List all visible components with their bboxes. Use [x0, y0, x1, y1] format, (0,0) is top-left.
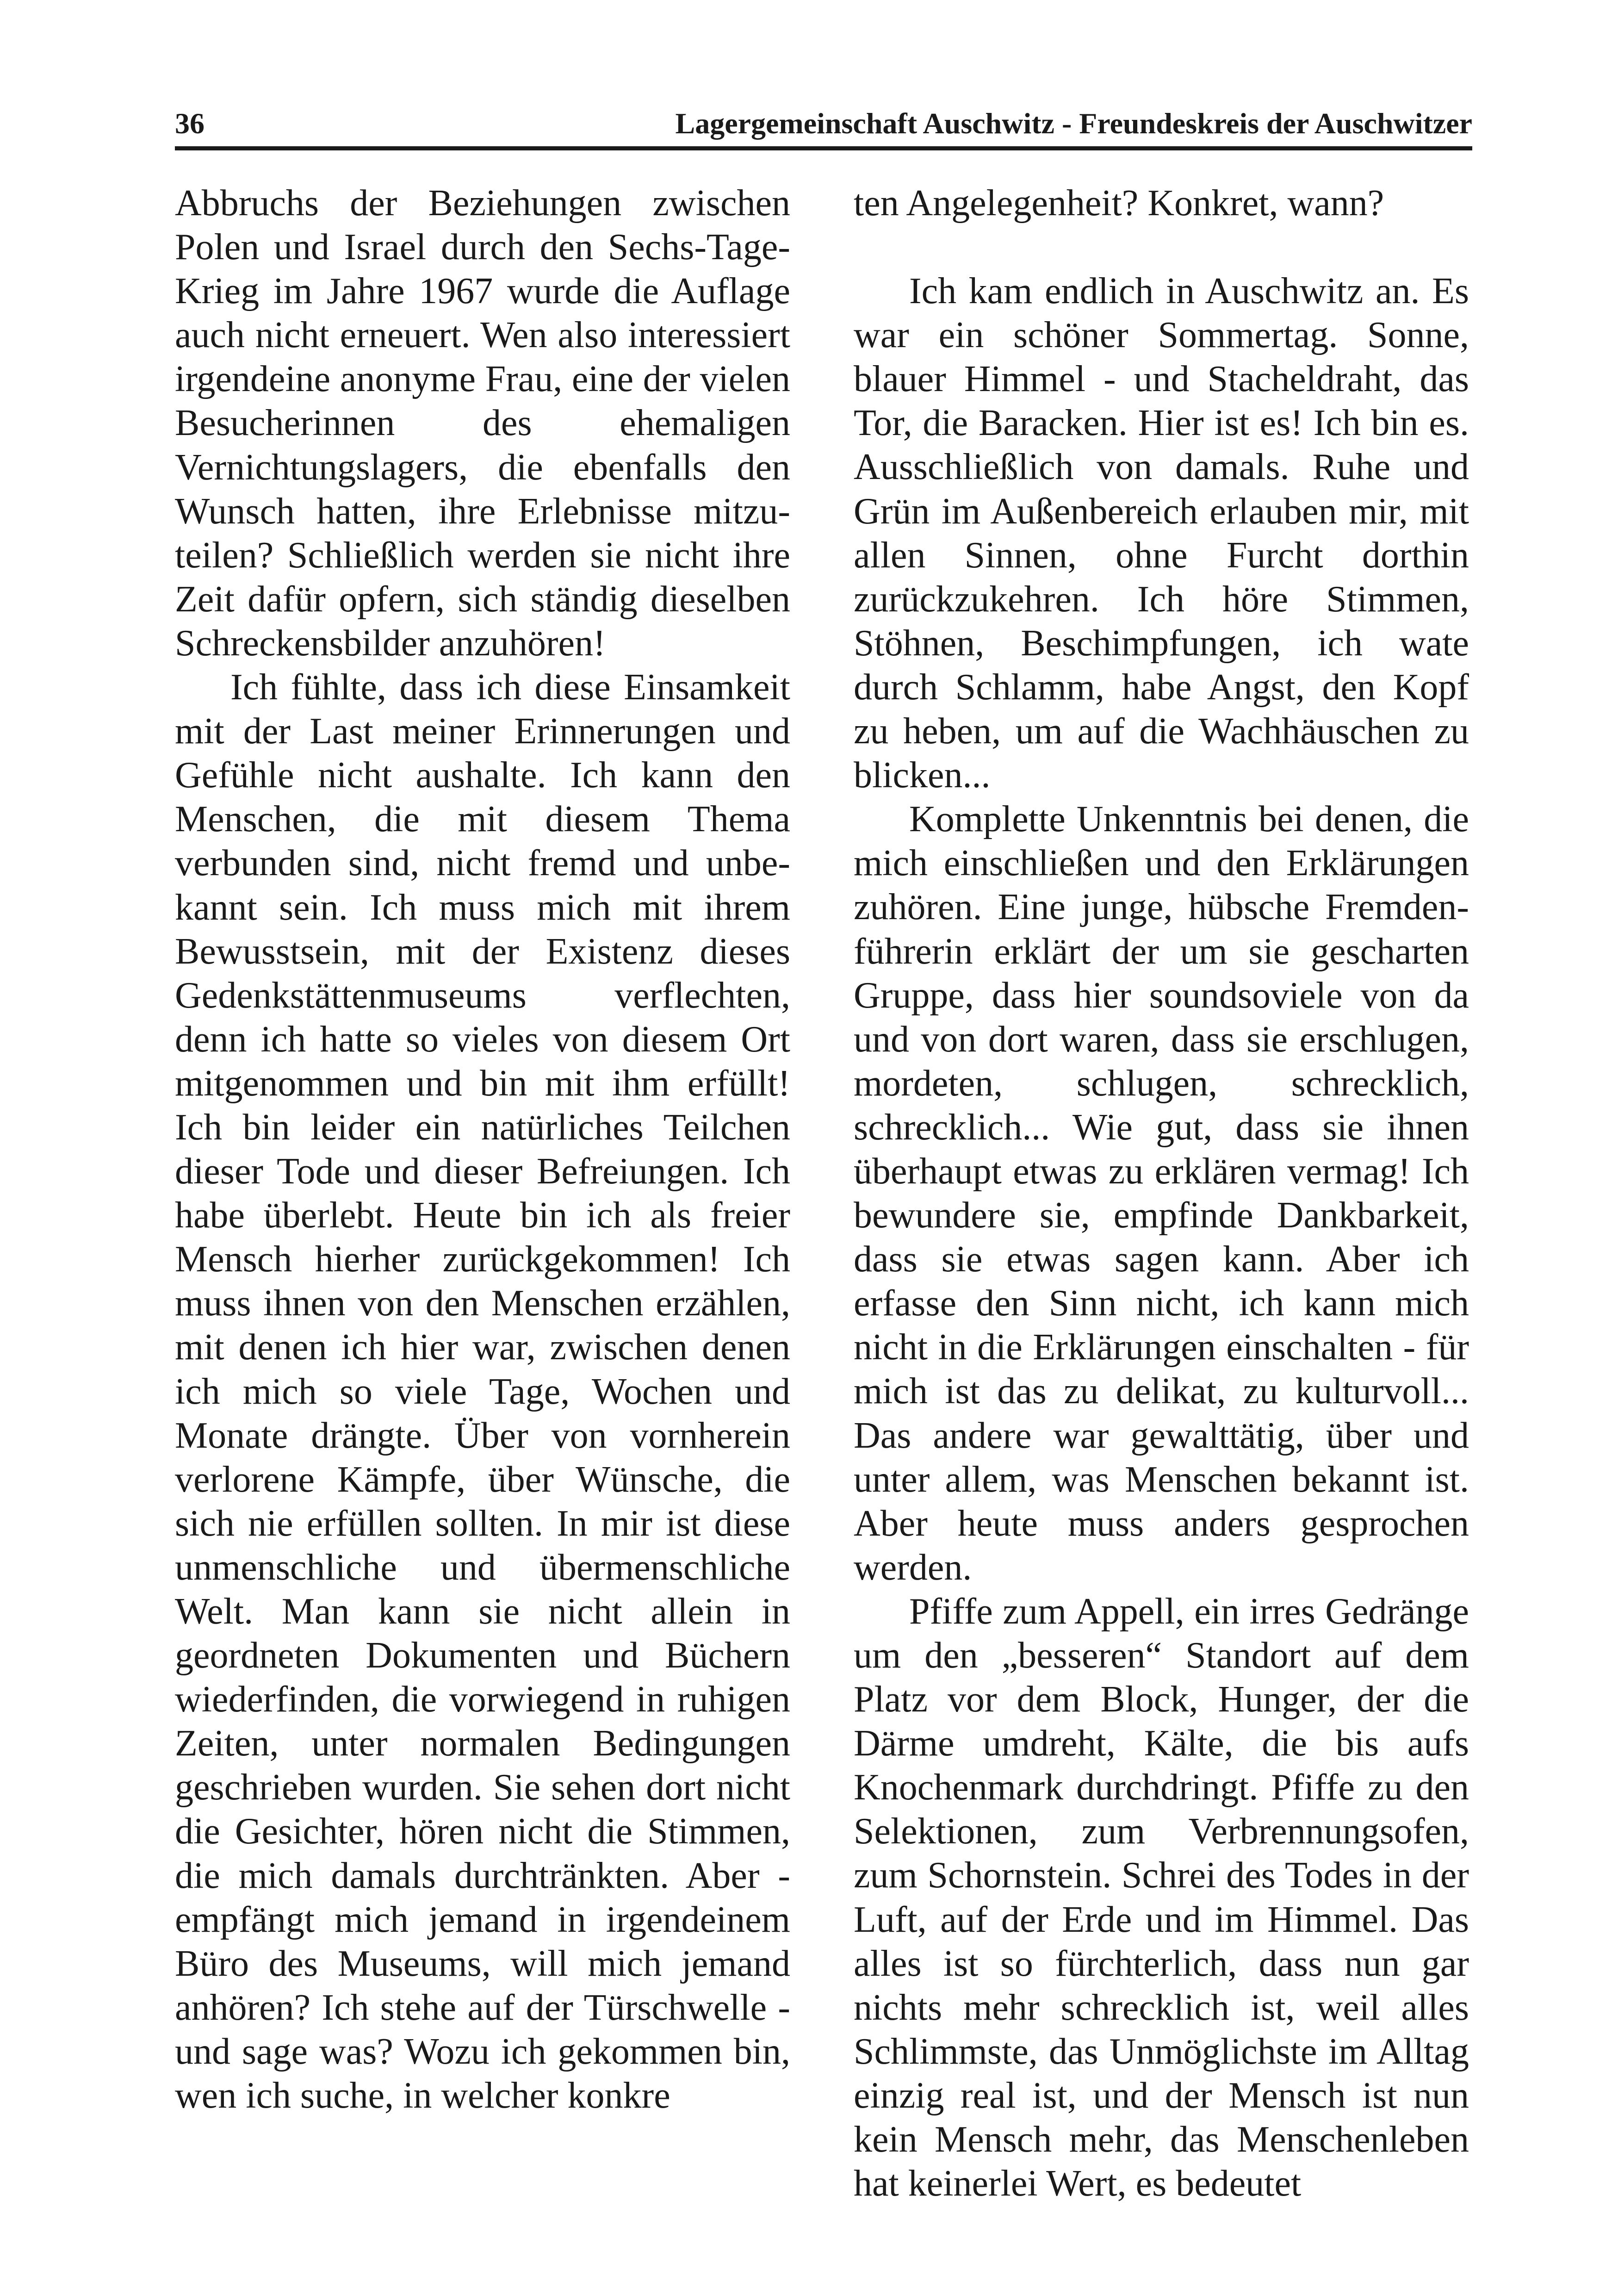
right-paragraph-4: Pfiffe zum Appell, ein irres Gedränge um den „besseren“ Standort auf dem Platz vor dem Block, Hunger, der die Därme umdreht, Kälte, die bis aufs Knochenmark durchdringt. Pfiffe zu den Selektionen, zum Verbrennungsofen, zum Schornstein. Schrei des Todes in der Luft, auf der Erde und im Himmel. Das alles ist so fürchterlich, dass nun gar nichts mehr schrecklich ist, weil alles Schlimmste, das Unmöglichste im Alltag einzig real ist, und der Mensch ist nun kein Mensch mehr, das Menschenleben hat keinerlei Wert, es bedeutet: [854, 1591, 1469, 2204]
page-number: 36: [175, 107, 205, 140]
left-column: [175, 181, 790, 2118]
right-column: [854, 181, 1469, 2206]
left-paragraph-2: Ich fühlte, dass ich diese Einsamkeit mit der Last meiner Erinnerungen und Gefühle nicht aushalte. Ich kann den Menschen, die mit diesem Thema verbunden sind, nicht fremd und unbekannt sein. Ich muss mich mit ihrem Bewusstsein, mit der Existenz dieses Gedenkstättenmuseums verflechten, denn ich hatte so vieles von diesem Ort mitgenommen und bin mit ihm erfüllt! Ich bin leider ein natürliches Teilchen dieser Tode und dieser Befreiungen. Ich habe überlebt. Heute bin ich als freier Mensch hierher zurückgekommen! Ich muss ihnen von den Menschen erzählen, mit denen ich hier war, zwischen denen ich mich so viele Tage, Wochen und Monate drängte. Über von vornherein verlorene Kämpfe, über Wünsche, die sich nie erfüllen sollten. In mir ist diese unmenschliche und übermenschliche Welt. Man kann sie nicht allein in geordneten Dokumenten und Büchern wiederfinden, die vorwiegend in ruhigen Zeiten, unter normalen Bedingungen geschrieben wurden. Sie sehen dort nicht die Gesichter, hören nicht die Stimmen, die mich damals durchtränkten. Aber - empfängt mich jemand in irgendeinem Büro des Museums, will mich jemand anhören? Ich stehe auf der Türschwelle - und sage was? Wozu ich gekommen bin, wen ich suche, in welcher konkre: [175, 667, 790, 2116]
right-paragraph-3: Komplette Unkenntnis bei denen, die mich einschließen und den Erklärungen zuhören. Eine junge, hübsche Fremdenführerin erklärt der um sie gescharten Gruppe, dass hier soundsoviele von da und von dort waren, dass sie erschlugen, mordeten, schlugen, schrecklich, schrecklich... Wie gut, dass sie ihnen überhaupt etwas zu erklären vermag! Ich bewundere sie, empfinde Dankbarkeit, dass sie etwas sagen kann. Aber ich erfasse den Sinn nicht, ich kann mich nicht in die Erklärungen einschalten - für mich ist das zu delikat, zu kulturvoll... Das andere war gewalttätig, über und unter allem, was Menschen bekannt ist. Aber heute muss anders gesprochen werden.: [854, 799, 1469, 1588]
header-rule: [175, 146, 1472, 150]
running-title: Lagergemeinschaft Auschwitz - Freundeskreis der Auschwitzer: [675, 107, 1472, 140]
right-paragraph-1: ten Angelegenheit? Konkret, wann?: [854, 183, 1384, 224]
left-paragraph-1: Abbruchs der Beziehungen zwischen Polen und Israel durch den Sechs-Tage-Krieg im Jahre 1967 wurde die Auflage auch nicht erneuert. Wen also interessiert irgendeine anonyme Frau, eine der vielen Besucherinnen des ehemaligen Vernichtungslagers, die ebenfalls den Wunsch hatten, ihre Erlebnisse mitzuteilen? Schließlich werden sie nicht ihre Zeit dafür opfern, sich ständig dieselben Schreckensbilder anzuhören!: [175, 183, 790, 664]
right-paragraph-2: Ich kam endlich in Auschwitz an. Es war ein schöner Sommertag. Sonne, blauer Himmel - und Stacheldraht, das Tor, die Baracken. Hier ist es! Ich bin es. Ausschließlich von damals. Ruhe und Grün im Außenbereich erlauben mir, mit allen Sinnen, ohne Furcht dorthin zurückzukehren. Ich höre Stimmen, Stöhnen, Beschimpfungen, ich wate durch Schlamm, habe Angst, den Kopf zu heben, um auf die Wachhäuschen zu blicken...: [854, 271, 1469, 796]
page-header: [175, 106, 1472, 142]
